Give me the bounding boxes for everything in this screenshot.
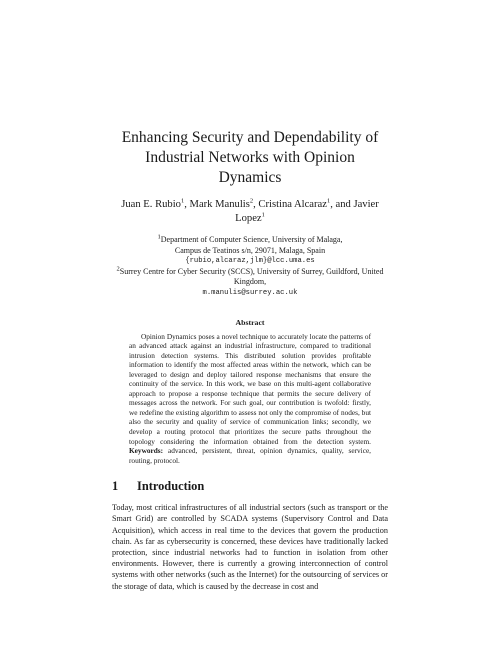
section-number: 1 <box>112 479 119 494</box>
affiliation-mark: 1 <box>157 233 161 241</box>
affiliation-1 <box>112 235 388 246</box>
affiliation-email: {rubio,alcaraz,jlm}@lcc.uma.es <box>185 257 315 266</box>
affiliation-mark: 1 <box>261 211 265 219</box>
keywords-text: advanced, persistent, threat, opinion dynamics, quality, service, routing, protocol. <box>129 446 372 465</box>
author-name: Juan E. Rubio <box>121 199 181 210</box>
intro-paragraph: Today, most critical infrastructures of all industrial sectors (such as transport or the Smart Grid) are controlled by SCADA systems (Supervisory Control and Data Acquisition), which access in real time to the devices that govern the production chain. As far as cybersecurity is concerned, these devices have traditionally lacked protection, since industrial networks had to function in isolation from other environments. However, there is currently a growing interconnection of control systems with other networks (such as the Internet) for the outsourcing of services or the storage of data, which is caused by the decrease in cost and <box>112 503 388 591</box>
abstract-heading: Abstract <box>235 317 265 327</box>
affiliation-email: m.manulis@surrey.ac.uk <box>202 288 298 297</box>
author-name: Javier Lopez <box>235 199 379 224</box>
affiliation-mark: 2 <box>116 265 120 273</box>
author-name: Mark Manulis <box>189 199 250 210</box>
affiliation-mark: 1 <box>180 197 185 205</box>
section-title: Introduction <box>137 479 205 494</box>
affiliation-line: Campus de Teatinos s/n, 29071, Malaga, Spain <box>174 245 326 255</box>
keywords-label: Keywords: <box>129 446 164 456</box>
author-list: Juan E. Rubio$^1$, Mark Manulis$^2$, Cristina Alcaraz$^1$, and Javier Lopez$^1$ <box>121 197 379 224</box>
affiliation-2 <box>112 267 388 288</box>
affiliation-mark: 2 <box>249 197 254 205</box>
paper-title: Enhancing Security and Dependability of Industrial Networks with Opinion Dynamics <box>121 129 379 186</box>
affiliations <box>112 235 388 299</box>
section-heading <box>112 478 388 494</box>
affiliation-mark: 1 <box>326 197 331 205</box>
abstract-body: Opinion Dynamics poses a novel technique to accurately locate the patterns of an advanced attack against an industrial infrastructure, compared to traditional intrusion detection systems. This distributed solution provides profitable information to identify the most affected areas within the network, which can be leveraged to design and deploy tailored response mechanisms that ensure the continuity of the service. In this work, we base on this multi-agent collaborative approach to propose a response technique that permits the secure delivery of messages across the network. For such goal, our contribution is twofold: firstly, we redefine the existing algorithm to assess not only the compromise of nodes, but also the security and quality of service of communication links; secondly, we develop a routing protocol that prioritizes the secure paths throughout the topology considering the information obtained from the detection system. <box>129 331 371 446</box>
author-name: Cristina Alcaraz <box>258 199 327 210</box>
abstract-text <box>129 332 371 466</box>
affiliation-line: Department of Computer Science, University of Malaga, <box>160 235 343 244</box>
author-separator: , and <box>330 199 354 210</box>
affiliation-line: Surrey Centre for Cyber Security (SCCS), University of Surrey, Guildford, United Kingdom, <box>119 266 384 287</box>
